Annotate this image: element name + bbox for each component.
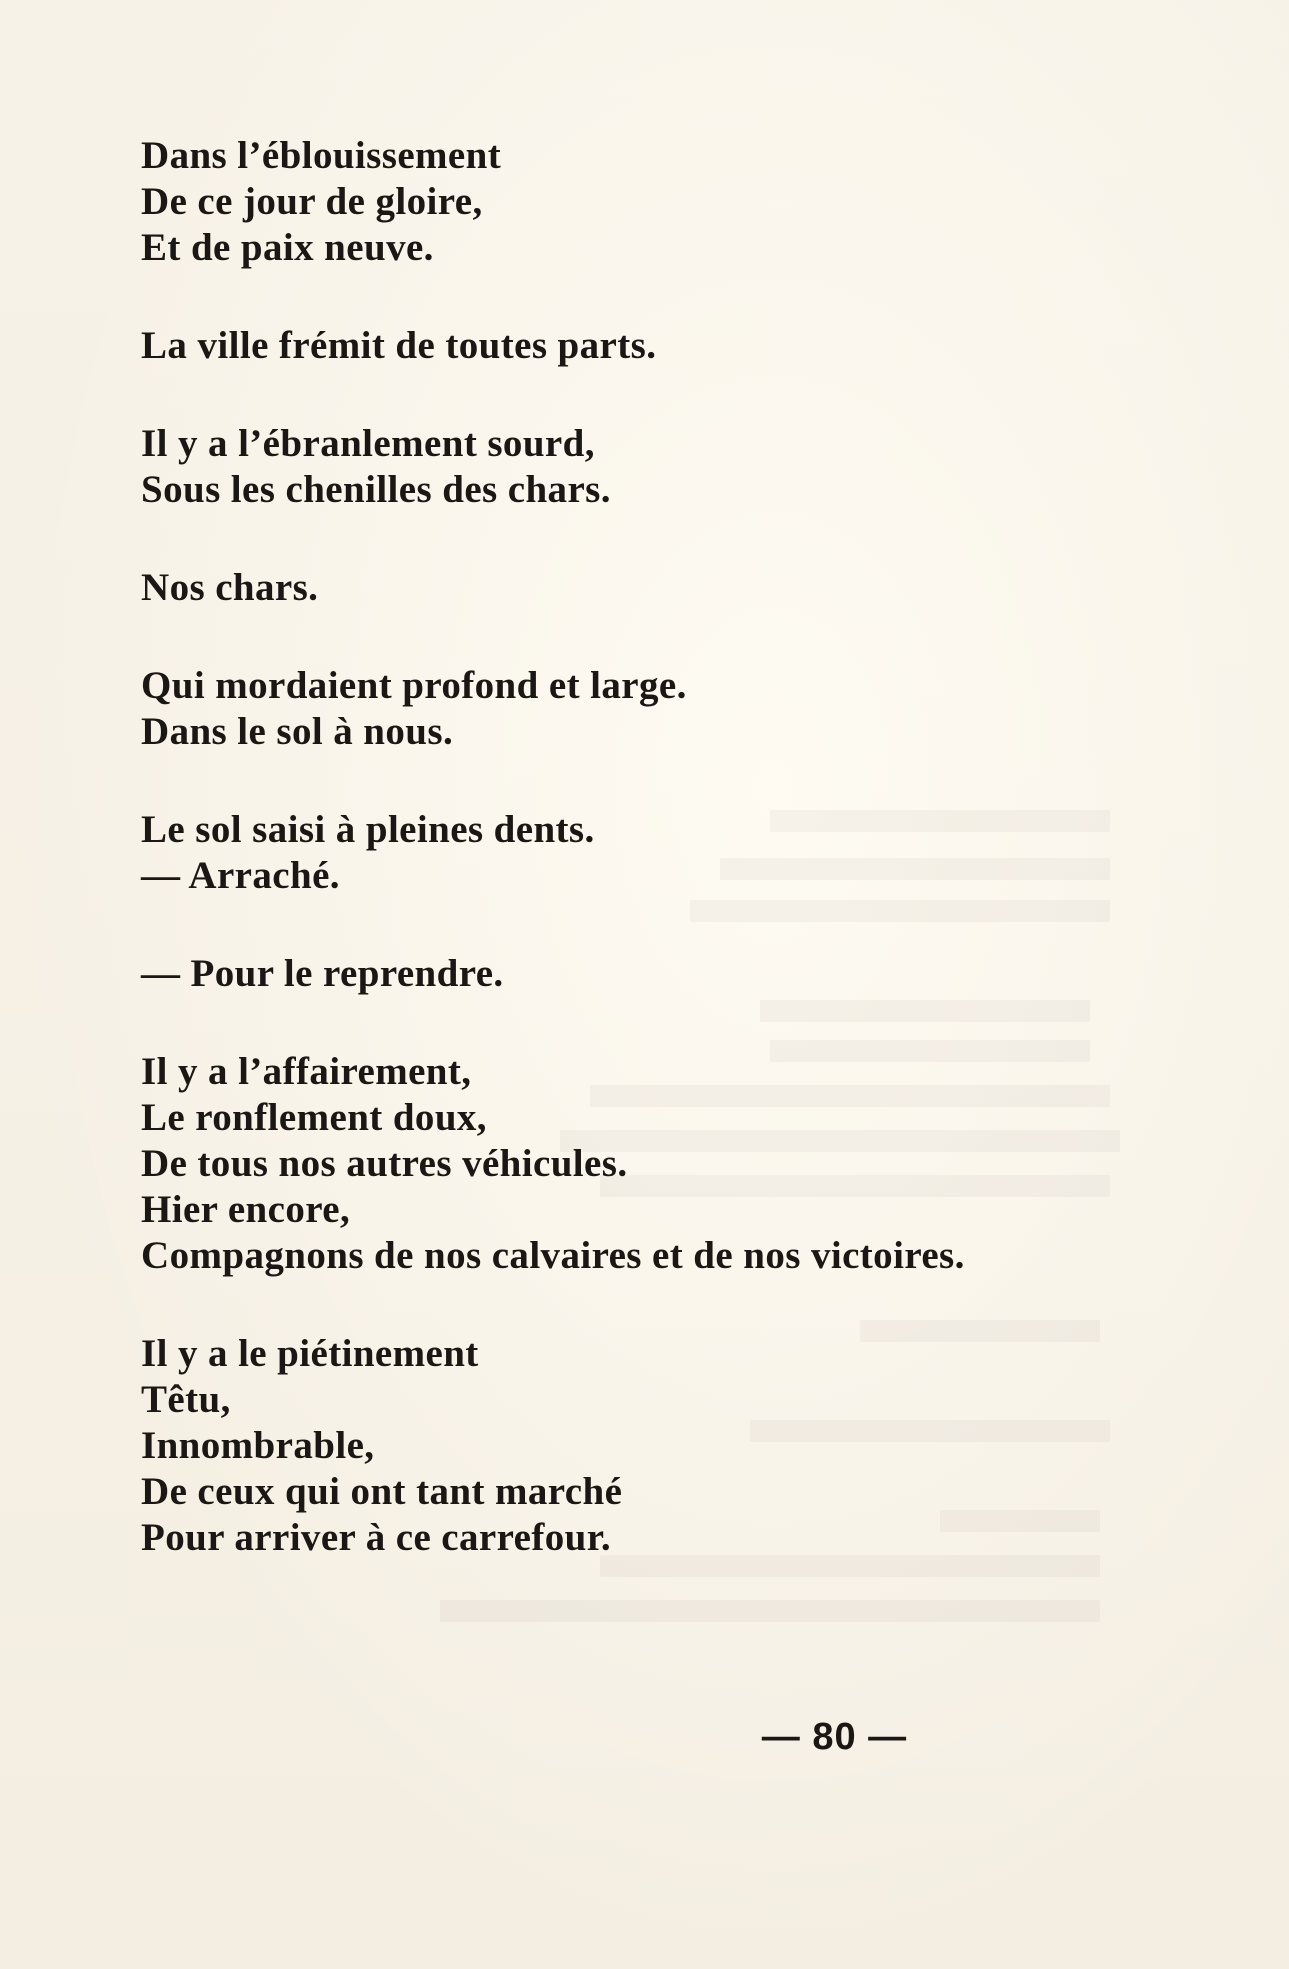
poem-line: Il y a le piétinement <box>141 1332 479 1375</box>
poem-line: Le sol saisi à pleines dents. <box>141 808 595 851</box>
poem-line: — Pour le reprendre. <box>141 952 504 995</box>
poem-line: Il y a l’affairement, <box>141 1050 472 1093</box>
poem-line: Pour arriver à ce carrefour. <box>141 1516 612 1559</box>
stanza <box>141 1049 1181 1279</box>
page-number: — 80 — <box>761 1716 908 1758</box>
poem-line: Hier encore, <box>141 1188 351 1231</box>
poem-line: Sous les chenilles des chars. <box>141 468 611 511</box>
stanza <box>141 565 1181 611</box>
stanza <box>141 663 1181 755</box>
stanza <box>141 1331 1181 1561</box>
poem-line: Il y a l’ébranlement sourd, <box>141 422 595 465</box>
poem-line: Compagnons de nos calvaires et de nos victoires. <box>141 1234 965 1277</box>
poem-line: — Arraché. <box>141 854 340 897</box>
poem-line: Têtu, <box>141 1378 231 1421</box>
stanza <box>141 951 1181 997</box>
poem-line: De ceux qui ont tant marché <box>141 1470 623 1513</box>
stanza <box>141 421 1181 513</box>
poem-line: Et de paix neuve. <box>141 226 434 269</box>
poem-line: De ce jour de gloire, <box>141 180 483 223</box>
poem-line: Innombrable, <box>141 1424 375 1467</box>
poem-line: Le ronflement doux, <box>141 1096 487 1139</box>
stanza <box>141 133 1181 271</box>
stanza <box>141 323 1181 369</box>
poem-line: Dans l’éblouissement <box>141 134 502 177</box>
poem-line: De tous nos autres véhicules. <box>141 1142 628 1185</box>
poem-line: Nos chars. <box>141 566 319 609</box>
poem-line: Qui mordaient profond et large. <box>141 664 687 707</box>
stanza <box>141 807 1181 899</box>
poem-line: La ville frémit de toutes parts. <box>141 324 657 367</box>
poem-line: Dans le sol à nous. <box>141 710 454 753</box>
poem-body <box>141 133 1181 1613</box>
